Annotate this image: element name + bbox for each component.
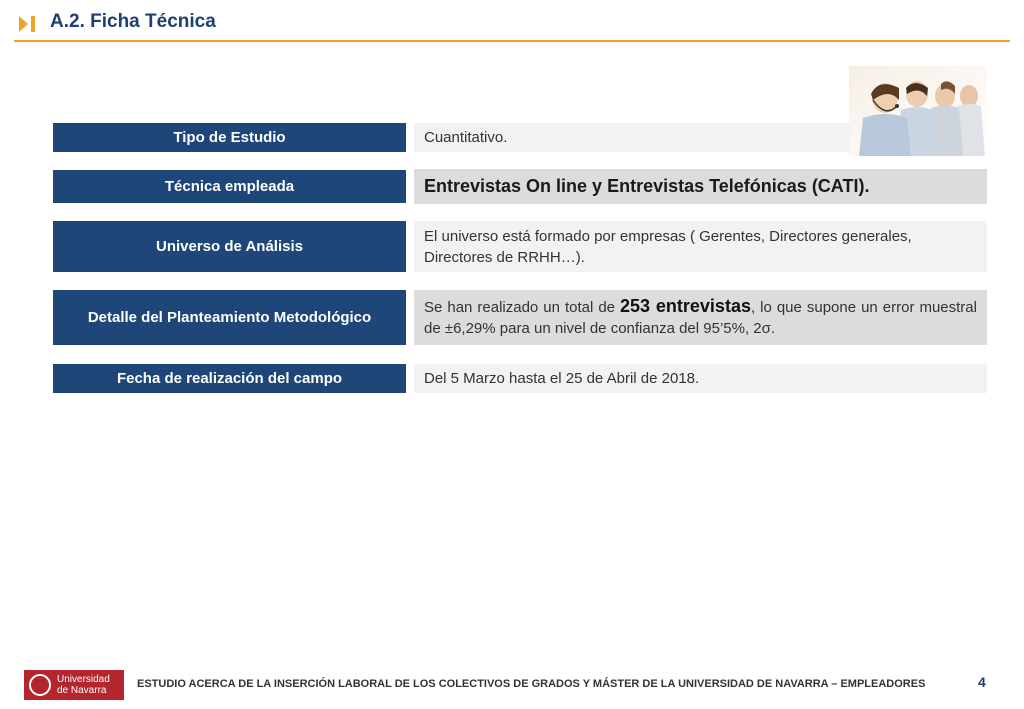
value-fecha-campo: Del 5 Marzo hasta el 25 de Abril de 2018.	[414, 364, 987, 393]
footer-study-title: ESTUDIO ACERCA DE LA INSERCIÓN LABORAL DE LOS COLECTIVOS DE GRADOS Y MÁSTER DE LA UNIVERSIDAD DE NAVARRA – EMPLEADORES	[137, 678, 926, 690]
tecnica-text: Entrevistas On line y Entrevistas Telefónicas (CATI).	[424, 176, 870, 196]
label-universo-analisis: Universo de Análisis	[53, 221, 406, 272]
entrevistas-count: 253 entrevistas	[620, 296, 751, 316]
value-universo-analisis	[414, 221, 987, 272]
value-tipo-estudio: Cuantitativo.	[414, 123, 849, 152]
planteamiento-text-pre: Se han realizado un total de	[424, 299, 621, 316]
universo-text: El universo está formado por empresas ( Gerentes, Directores generales, Directores de RRHH…).	[424, 227, 912, 266]
label-planteamiento-metodologico: Detalle del Planteamiento Metodológico	[53, 290, 406, 345]
slide-header	[14, 8, 1010, 42]
planteamiento-text	[424, 296, 977, 339]
label-fecha-campo: Fecha de realización del campo	[53, 364, 406, 393]
planteamiento-text-post: , lo que supone un error muestral de ±6,29% para un nivel de confianza del 95’5%, 2σ.	[424, 299, 977, 337]
page-number: 4	[978, 674, 986, 690]
label-tecnica-empleada: Técnica empleada	[53, 170, 406, 203]
chevron-bar-icon	[17, 13, 39, 35]
call-center-photo	[849, 66, 987, 156]
page-title: A.2. Ficha Técnica	[50, 11, 216, 32]
value-tecnica-empleada	[414, 169, 987, 204]
label-tipo-estudio: Tipo de Estudio	[53, 123, 406, 152]
universidad-navarra-logo	[24, 670, 124, 700]
university-seal-icon	[29, 674, 51, 696]
logo-line-1: Universidad	[57, 674, 110, 685]
value-planteamiento-metodologico	[414, 290, 987, 345]
logo-line-2: de Navarra	[57, 685, 107, 696]
